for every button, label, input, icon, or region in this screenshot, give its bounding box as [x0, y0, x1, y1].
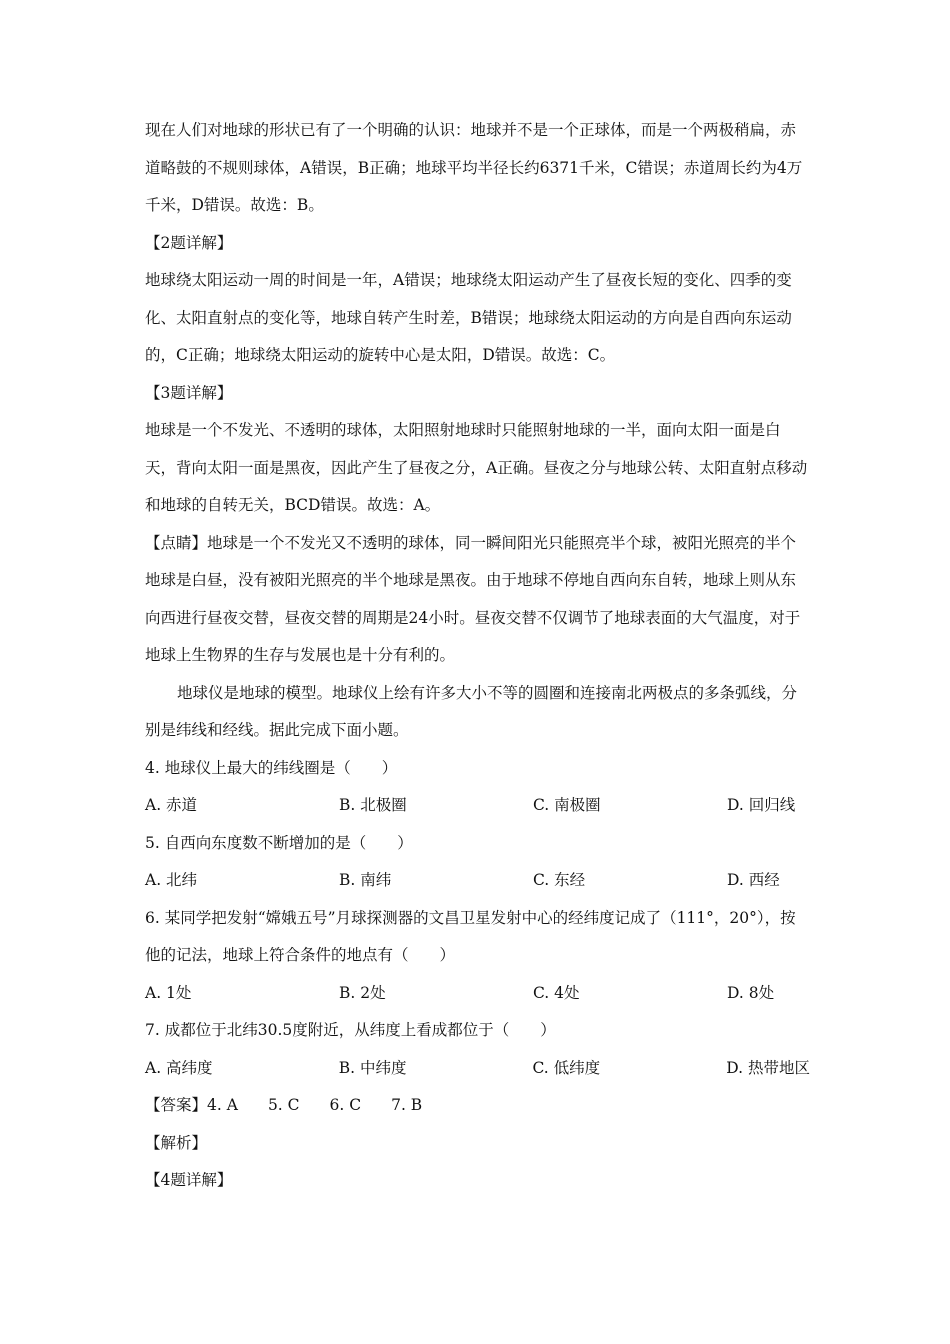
option-c: C. 4处: [533, 983, 580, 1002]
question-7-options: [145, 1050, 810, 1088]
question-6-stem: 6. 某同学把发射“嫦娥五号”月球探测器的文昌卫星发射中心的经纬度记成了（111°，20°），按他的记法，地球上符合条件的地点有（ ）: [145, 908, 796, 964]
answer-item: 4. A: [207, 1096, 238, 1114]
option-b: B. 北极圈: [339, 796, 407, 814]
question-5-stem: 5. 自西向东度数不断增加的是（ ）: [145, 833, 413, 852]
paragraph-key-point: 【点睛】地球是一个不发光又不透明的球体，同一瞬间阳光只能照亮半个球，被阳光照亮的半个地球是白昼，没有被阳光照亮的半个地球是黑夜。由于地球不停地自西向东自转，地球上则从东向西进行昼夜交替，昼夜交替的周期是24小时。昼夜交替不仅调节了地球表面的大气温度，对于地球上生物界的生存与发展也是十分有利的。: [145, 533, 801, 664]
answer-line: [145, 1087, 810, 1125]
heading-analysis: 【解析】: [145, 1133, 208, 1152]
paragraph-q3-explanation: 地球是一个不发光、不透明的球体，太阳照射地球时只能照射地球的一半，面向太阳一面是白天，背向太阳一面是黑夜，因此产生了昼夜之分，A正确。昼夜之分与地球公转、太阳直射点移动和地球的自转无关，BCD错误。故选：A。: [145, 421, 808, 514]
answer-item: 5. C: [267, 1096, 300, 1114]
document-content: [145, 112, 810, 1200]
option-d: D. 回归线: [727, 796, 796, 814]
answer-item: 7. B: [391, 1096, 423, 1114]
paragraph-q2-explanation: 地球绕太阳运动一周的时间是一年，A错误；地球绕太阳运动产生了昼夜长短的变化、四季的变化、太阳直射点的变化等，地球自转产生时差，B错误；地球绕太阳运动的方向是自西向东运动的，C正确；地球绕太阳运动的旋转中心是太阳，D错误。故选：C。: [145, 271, 792, 364]
option-d: D. 热带地区: [726, 1058, 810, 1077]
question-4-options: [145, 787, 810, 825]
question-5-options: [145, 862, 810, 900]
option-a: A. 1处: [145, 983, 192, 1002]
answer-label: 【答案】: [145, 1096, 208, 1114]
option-c: C. 南极圈: [533, 796, 601, 814]
heading-q2-detail: 【2题详解】: [145, 233, 233, 252]
option-b: B. 南纬: [339, 871, 392, 889]
option-d: D. 8处: [727, 983, 775, 1002]
question-4-stem: 4. 地球仪上最大的纬线圈是（ ）: [145, 758, 398, 777]
answer-item: 6. C: [329, 1096, 362, 1114]
heading-q3-detail: 【3题详解】: [145, 383, 233, 402]
option-c: C. 东经: [533, 871, 586, 889]
question-7-stem: 7. 成都位于北纬30.5度附近，从纬度上看成都位于（ ）: [145, 1021, 556, 1039]
question-6-options: [145, 975, 810, 1013]
option-b: B. 中纬度: [338, 1058, 407, 1077]
paragraph-intro: 地球仪是地球的模型。地球仪上绘有许多大小不等的圆圈和连接南北两极点的多条弧线，分别是纬线和经线。据此完成下面小题。: [145, 683, 798, 739]
option-c: C. 低纬度: [532, 1058, 601, 1077]
heading-q4-detail: 【4题详解】: [145, 1171, 233, 1189]
paragraph-q1-explanation: 现在人们对地球的形状已有了一个明确的认识：地球并不是一个正球体，而是一个两极稍扁，赤道略鼓的不规则球体，A错误，B正确；地球平均半径长约6371千米，C错误；赤道周长约为4万千米，D错误。故选：B。: [145, 121, 803, 214]
option-a: A. 高纬度: [145, 1058, 213, 1077]
option-b: B. 2处: [339, 983, 386, 1002]
option-a: A. 赤道: [145, 796, 198, 814]
option-a: A. 北纬: [145, 871, 198, 889]
option-d: D. 西经: [727, 871, 780, 889]
